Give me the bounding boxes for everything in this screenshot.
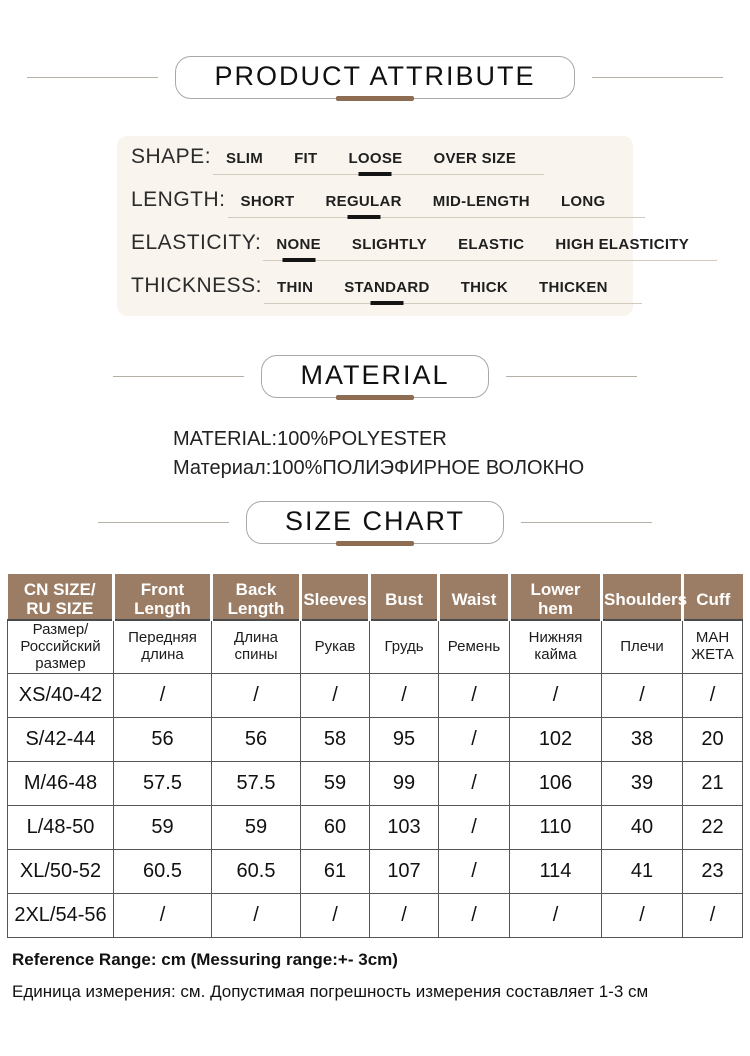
- size-cell: /: [370, 674, 439, 718]
- size-col-header: Back Length: [212, 574, 301, 620]
- size-cell: 102: [510, 718, 602, 762]
- size-table-row: [8, 806, 743, 850]
- size-col-header-ru: Нижняя кайма: [510, 620, 602, 674]
- size-col-header: Sleeves: [301, 574, 370, 620]
- size-cell: /: [602, 674, 683, 718]
- attribute-option[interactable]: THICK: [460, 279, 509, 296]
- size-chart-header: [0, 501, 750, 544]
- size-row-label: M/46-48: [8, 762, 114, 806]
- attribute-options: [264, 279, 642, 304]
- size-cell: /: [510, 894, 602, 938]
- size-col-header-ru: Рукав: [301, 620, 370, 674]
- divider-line-right: [592, 77, 723, 78]
- attribute-label: THICKNESS:: [131, 274, 263, 297]
- attribute-option[interactable]: STANDARD: [344, 279, 430, 296]
- size-cell: /: [439, 762, 510, 806]
- size-cell: 20: [683, 718, 743, 762]
- divider-line-left: [113, 376, 244, 377]
- attribute-option[interactable]: LOOSE: [348, 150, 403, 167]
- attribute-panel: [117, 136, 690, 316]
- size-cell: /: [602, 894, 683, 938]
- size-cell: 60.5: [212, 850, 301, 894]
- size-cell: /: [114, 894, 212, 938]
- size-cell: 21: [683, 762, 743, 806]
- divider-line-right: [521, 522, 652, 523]
- size-col-header: Cuff: [683, 574, 743, 620]
- product-attribute-infographic: [0, 56, 750, 1056]
- size-cell: 107: [370, 850, 439, 894]
- size-row-label: S/42-44: [8, 718, 114, 762]
- size-col-header-ru: МАН ЖЕТА: [683, 620, 743, 674]
- size-cell: 99: [370, 762, 439, 806]
- attribute-option[interactable]: FIT: [294, 150, 318, 167]
- attribute-option[interactable]: HIGH ELASTICITY: [555, 236, 690, 253]
- size-col-header-ru: Плечи: [602, 620, 683, 674]
- attribute-options: [228, 193, 646, 218]
- size-col-header: Waist: [439, 574, 510, 620]
- size-cell: 58: [301, 718, 370, 762]
- attribute-option[interactable]: REGULAR: [325, 193, 402, 210]
- divider-line-right: [506, 376, 637, 377]
- size-cell: /: [301, 674, 370, 718]
- attribute-option[interactable]: SLIGHTLY: [351, 236, 428, 253]
- size-row-label: XL/50-52: [8, 850, 114, 894]
- size-chart-table: [7, 574, 743, 938]
- reference-note-en: Reference Range: cm (Messuring range:+- 3cm): [12, 950, 398, 970]
- reference-note-ru: Единица измерения: см. Допустимая погрешность измерения составляет 1-3 см: [12, 982, 649, 1002]
- size-cell: 38: [602, 718, 683, 762]
- material-line-ru: Материал:100%ПОЛИЭФИРНОЕ ВОЛОКНО: [173, 457, 585, 479]
- size-cell: 95: [370, 718, 439, 762]
- attribute-row: [131, 231, 690, 274]
- attribute-label: ELASTICITY:: [131, 231, 262, 254]
- size-row-label: 2XL/54-56: [8, 894, 114, 938]
- size-col-header: Lower hem: [510, 574, 602, 620]
- material-line-en: MATERIAL:100%POLYESTER: [173, 428, 447, 450]
- size-col-header: Shoulders: [602, 574, 683, 620]
- size-cell: /: [439, 806, 510, 850]
- size-chart-title: SIZE CHART: [284, 506, 466, 536]
- size-cell: 23: [683, 850, 743, 894]
- size-cell: 40: [602, 806, 683, 850]
- title-accent-bar: [336, 96, 414, 101]
- size-cell: 110: [510, 806, 602, 850]
- divider-line-left: [98, 522, 229, 523]
- size-cell: 56: [212, 718, 301, 762]
- size-table-row: [8, 718, 743, 762]
- attribute-option[interactable]: LONG: [560, 193, 606, 210]
- size-cell: /: [439, 674, 510, 718]
- size-header-row-ru: [8, 620, 743, 674]
- material-title-box: [261, 355, 488, 398]
- size-cell: 60.5: [114, 850, 212, 894]
- material-text-block: [173, 425, 750, 483]
- product-attribute-header: [0, 56, 750, 99]
- material-title: MATERIAL: [300, 360, 450, 390]
- size-cell: /: [510, 674, 602, 718]
- size-cell: /: [683, 674, 743, 718]
- title-accent-bar: [336, 541, 414, 546]
- product-attribute-title: PRODUCT ATTRIBUTE: [214, 61, 536, 91]
- size-header-row: [8, 574, 743, 620]
- size-cell: 59: [114, 806, 212, 850]
- size-cell: 61: [301, 850, 370, 894]
- attribute-options: [213, 150, 544, 175]
- size-cell: 59: [301, 762, 370, 806]
- size-cell: /: [212, 894, 301, 938]
- size-cell: 57.5: [114, 762, 212, 806]
- size-col-header-ru: Передняя длина: [114, 620, 212, 674]
- attribute-option[interactable]: THIN: [277, 279, 314, 296]
- size-cell: 41: [602, 850, 683, 894]
- product-attribute-title-box: [175, 56, 574, 99]
- size-cell: /: [301, 894, 370, 938]
- attribute-option[interactable]: THICKEN: [539, 279, 608, 296]
- attribute-row: [131, 188, 633, 231]
- size-cell: 103: [370, 806, 439, 850]
- attribute-row: [131, 274, 633, 317]
- attribute-label: SHAPE:: [131, 145, 212, 168]
- size-row-label: L/48-50: [8, 806, 114, 850]
- size-cell: /: [370, 894, 439, 938]
- size-table-row: [8, 674, 743, 718]
- size-table-row: [8, 850, 743, 894]
- attribute-option[interactable]: OVER SIZE: [433, 150, 517, 167]
- attribute-option[interactable]: SLIM: [226, 150, 264, 167]
- size-cell: /: [114, 674, 212, 718]
- attribute-option[interactable]: NONE: [276, 236, 321, 253]
- size-cell: /: [683, 894, 743, 938]
- size-cell: 22: [683, 806, 743, 850]
- reference-notes: [12, 950, 750, 1002]
- size-chart-title-box: [246, 501, 504, 544]
- size-col-header-ru: Грудь: [370, 620, 439, 674]
- size-col-header: Bust: [370, 574, 439, 620]
- size-cell: 60: [301, 806, 370, 850]
- attribute-option[interactable]: ELASTIC: [458, 236, 525, 253]
- size-cell: 114: [510, 850, 602, 894]
- size-table-row: [8, 894, 743, 938]
- attribute-option[interactable]: MID-LENGTH: [432, 193, 530, 210]
- attribute-row: [131, 145, 633, 188]
- size-col-header-ru: Длина спины: [212, 620, 301, 674]
- size-cell: 59: [212, 806, 301, 850]
- attribute-option[interactable]: SHORT: [240, 193, 295, 210]
- size-col-header-ru: Ремень: [439, 620, 510, 674]
- size-cell: /: [212, 674, 301, 718]
- size-cell: 106: [510, 762, 602, 806]
- size-cell: /: [439, 850, 510, 894]
- size-col-header: Front Length: [114, 574, 212, 620]
- size-cell: 57.5: [212, 762, 301, 806]
- divider-line-left: [27, 77, 158, 78]
- size-table-row: [8, 762, 743, 806]
- size-cell: 39: [602, 762, 683, 806]
- attribute-label: LENGTH:: [131, 188, 226, 211]
- size-row-label: XS/40-42: [8, 674, 114, 718]
- attribute-rows: [131, 145, 690, 317]
- attribute-options: [263, 236, 717, 261]
- size-cell: 56: [114, 718, 212, 762]
- size-cell: /: [439, 894, 510, 938]
- size-cell: /: [439, 718, 510, 762]
- size-col-header: CN SIZE/ RU SIZE: [8, 574, 114, 620]
- material-header: [0, 355, 750, 398]
- size-col-header-ru: Размер/ Российский размер: [8, 620, 114, 674]
- title-accent-bar: [336, 395, 414, 400]
